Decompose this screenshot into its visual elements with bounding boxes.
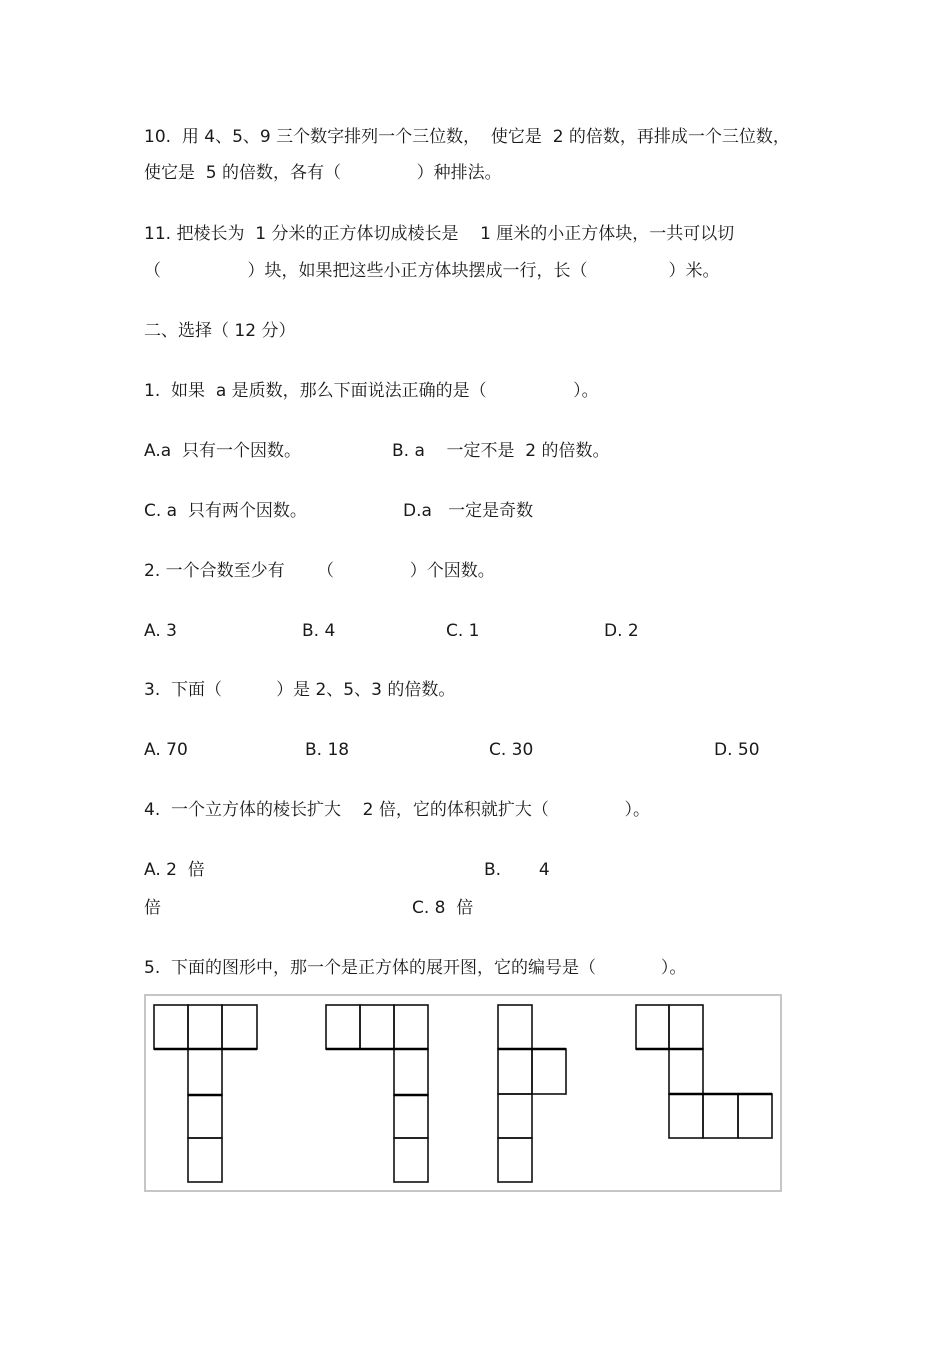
choice4-option-a: A. 2 倍 [144,860,205,880]
choice2-question: 2. 一个合数至少有 （ ）个因数。 [144,561,495,581]
choice5-question: 5. 下面的图形中，那一个是正方体的展开图，它的编号是（ ）。 [144,958,687,978]
choice3-question: 3. 下面（ ）是 2、5、3 的倍数。 [144,680,456,700]
cube-net-3 [498,1005,566,1182]
cube-net-2 [326,1005,428,1182]
choice1-option-a: A.a 只有一个因数。 [144,441,301,461]
choice1-option-b: B. a 一定不是 2 的倍数。 [392,441,610,461]
choice4-option-b-cont: 倍 [144,898,161,918]
cube-nets-figure [144,994,782,1192]
q11-line2: （ ）块，如果把这些小正方体块摆成一行，长（ ）米。 [144,261,720,281]
choice4-question: 4. 一个立方体的棱长扩大 2 倍，它的体积就扩大（ ）。 [144,800,651,820]
choice4-option-b: B. 4 [484,860,550,880]
choice3-option-b: B. 18 [305,740,350,760]
cube-net-1 [154,1005,257,1182]
choice1-option-c: C. a 只有两个因数。 [144,501,307,521]
choice2-option-b: B. 4 [302,621,336,641]
choice3-option-d: D. 50 [714,740,760,760]
choice3-option-a: A. 70 [144,740,188,760]
choice2-option-d: D. 2 [604,621,639,641]
q10-line1: 10. 用 4、5、9 三个数字排列一个三位数， 使它是 2 的倍数，再排成一个三位数， [144,127,790,147]
choice2-option-a: A. 3 [144,621,177,641]
cube-net-4 [636,1005,772,1138]
choice1-option-d: D.a 一定是奇数 [403,501,534,521]
choice2-option-c: C. 1 [446,621,480,641]
choice4-option-c: C. 8 倍 [412,898,474,918]
q11-line1: 11. 把棱长为 1 分米的正方体切成棱长是 1 厘米的小正方体块，一共可以切 [144,224,735,244]
q10-line2: 使它是 5 的倍数，各有（ ）种排法。 [144,163,502,183]
section2-title: 二、选择（ 12 分） [144,321,296,341]
choice1-question: 1. 如果 a 是质数，那么下面说法正确的是（ ）。 [144,381,599,401]
choice3-option-c: C. 30 [489,740,534,760]
cube-nets-svg [146,996,780,1190]
